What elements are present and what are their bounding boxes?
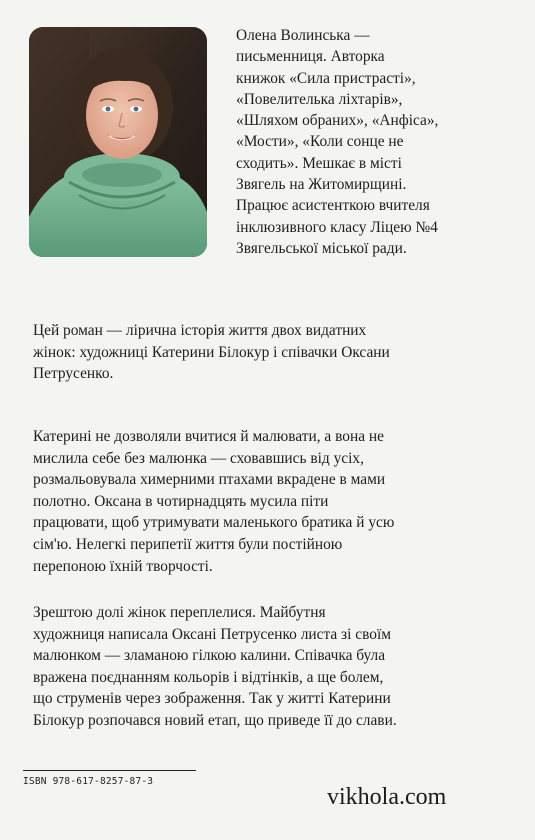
text-line: Зрештою долі жінок переплелися. Майбутня [33,604,326,621]
text-line: Білокур розпочався новий етап, що приведе її до слави. [33,711,397,729]
text-line: художниця написала Оксані Петрусенко листа зі своїм [33,625,391,643]
barcode-edge [23,770,196,771]
bio-line: Працює асистенткою вчителя [236,197,430,215]
bio-line: «Повелителька ліхтарів», [236,90,403,108]
author-photo [29,27,207,257]
text-line: вражена поєднанням кольорів і відтінків, а ще болем, [33,668,384,686]
text-line: жінок: художниці Катерини Білокур і співачки Оксани [33,343,390,361]
bio-line: «Шляхом обраних», «Анфіса», [236,112,439,130]
text-line: Катерині не дозволяли вчитися й малювати, а вона не [33,428,384,445]
isbn-number: ISBN 978-617-8257-87-3 [23,776,154,787]
bio-line: книжок «Сила пристрасті», [236,69,416,87]
bio-line: Олена Волинська — [236,27,370,44]
bio-line: «Мости», «Коли сонце не [236,133,404,151]
text-line: Цей роман — лірична історія життя двох видатних [33,322,367,339]
text-line: полотно. Оксана в чотирнадцять мусила піти [33,492,329,510]
bio-line: письменниця. Авторка [236,48,385,66]
text-line: малюнком — зламаною гілкою калини. Співачка була [33,647,386,665]
description-paragraph-2 [33,426,513,577]
bio-line: сходить». Мешкає в місті [236,154,402,172]
text-line: перепоною їхній творчості. [33,557,213,575]
text-line: працювати, щоб утримувати маленького братика й усю [33,514,395,532]
bio-line: Звягельської міської ради. [236,239,407,257]
text-line: розмальовувала химерними птахами вкрадене в мами [33,471,386,489]
text-line: що струменів через зображення. Так у житті Катерини [33,690,391,708]
description-paragraph-1 [33,320,513,385]
text-line: сім'ю. Нелегкі перипетії життя були постійною [33,535,343,553]
text-line: Петрусенко. [33,365,114,383]
publisher-website[interactable]: vikhola.com [327,784,447,810]
description-paragraph-3 [33,602,513,732]
text-line: мислила себе без малюнка — сховавшись від усіх, [33,449,364,467]
author-bio [236,25,516,259]
bio-line: інклюзивного класу Ліцею №4 [236,218,438,236]
bio-line: Звягель на Житомирщині. [236,176,407,194]
